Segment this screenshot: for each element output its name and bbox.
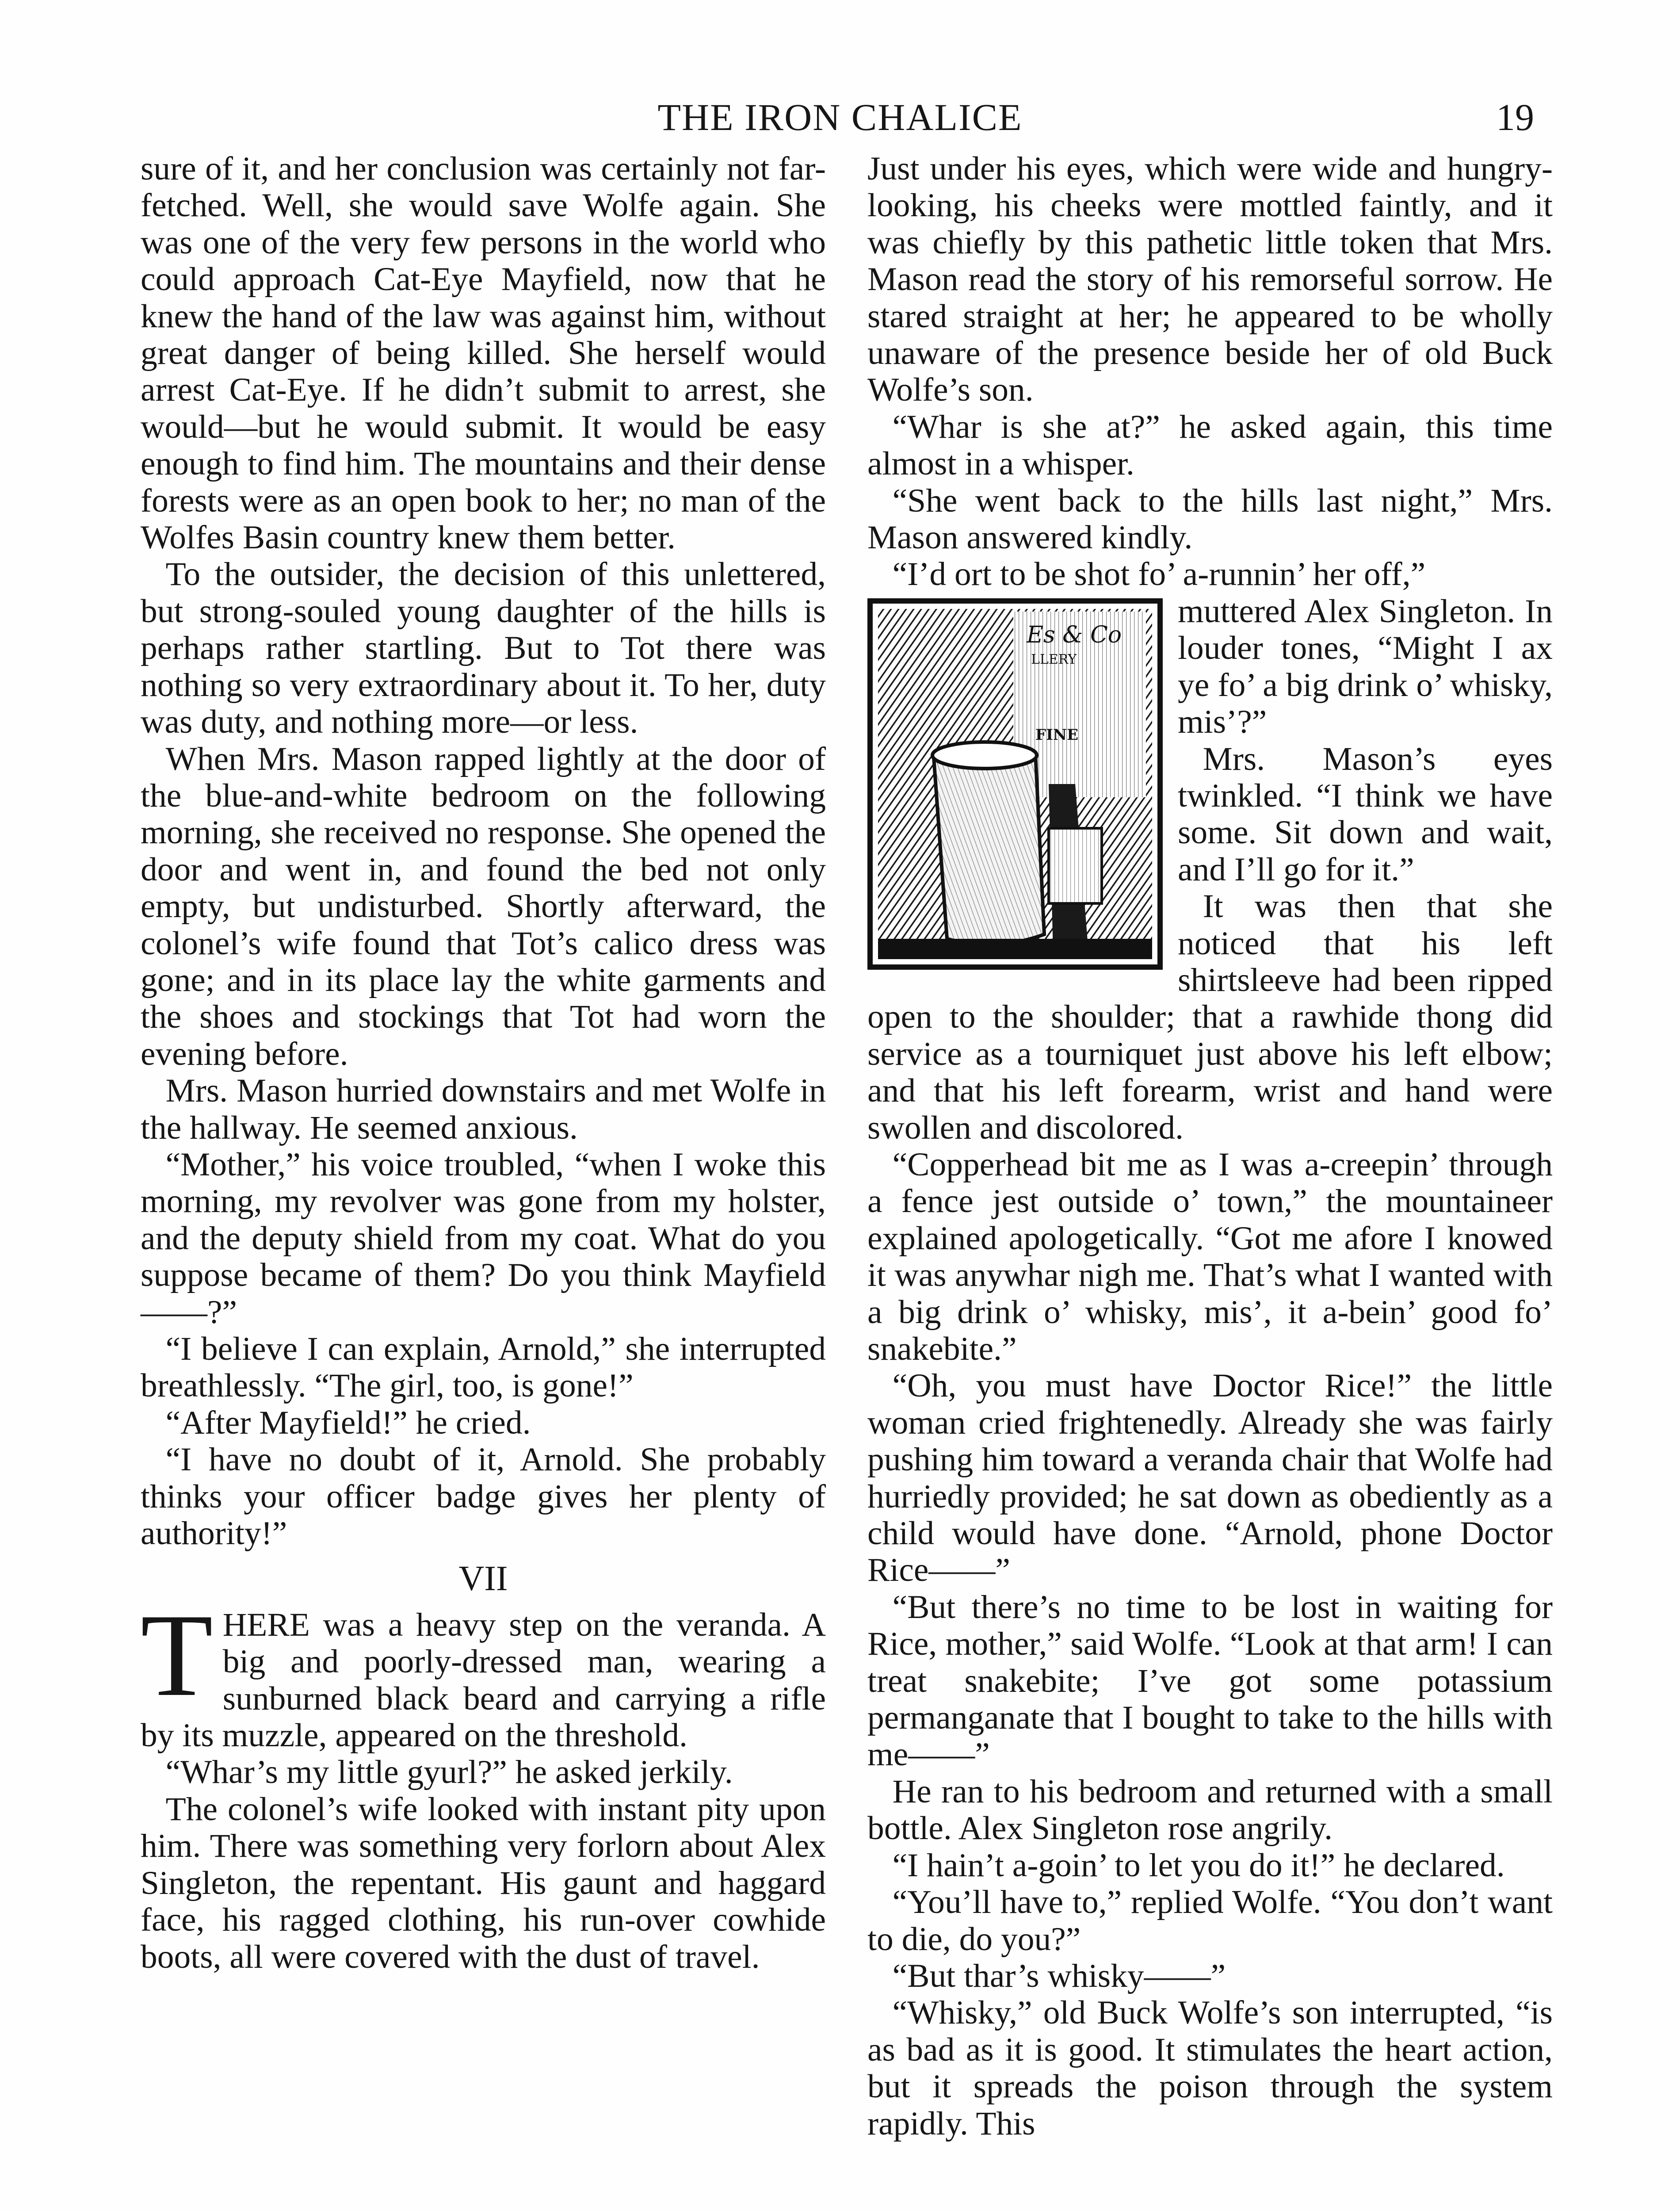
paragraph: “She went back to the hills last night,” Mrs. Mason answered kindly. bbox=[867, 482, 1553, 556]
paragraph: “Copperhead bit me as I was a-creepin’ through a fence jest outside o’ town,” the mountaineer explained apologetically. “Got me afore I knowed it was anywhar nigh me. That’s what I wanted with a big drink o’ whisky, mis’, it a-bein’ good fo’ snakebite.” bbox=[867, 1146, 1553, 1367]
paragraph: “Whar’s my little gyurl?” he asked jerkily. bbox=[165, 1754, 733, 1791]
paragraph: “But there’s no time to be lost in waiting for Rice, mother,” said Wolfe. “Look at that arm! I can treat snakebite; I’ve got some potassium permanganate that I bought to take to the hills with me——” bbox=[867, 1588, 1553, 1773]
running-head bbox=[0, 95, 1680, 144]
drop-cap: T bbox=[141, 1589, 213, 1721]
dropcap-paragraph-text: HERE was a heavy step on the veranda. A big and poorly-dressed man, wearing a sunburned black beard and carrying a rifle by its muzzle, appeared on the threshold. bbox=[141, 1606, 826, 1754]
paragraph: “I’d ort to be shot fo’ a-runnin’ her off,” bbox=[892, 556, 1426, 593]
paragraph: “After Mayfield!” he cried. bbox=[165, 1404, 531, 1441]
paragraph: “I hain’t a-goin’ to let you do it!” he declared. bbox=[892, 1847, 1505, 1884]
svg-text:LLERY: LLERY bbox=[1031, 651, 1077, 667]
paragraph: “I have no doubt of it, Arnold. She probably thinks your officer badge gives her plenty of authority!” bbox=[141, 1441, 826, 1552]
paragraph: When Mrs. Mason rapped lightly at the door of the blue-and-white bedroom on the following morning, she received no response. She opened the door and went in, and found the bed not only empty, but undisturbed. Shortly afterward, the colonel’s wife found that Tot’s calico dress was gone; and in its place lay the white garments and the shoes and stockings that Tot had worn the evening before. bbox=[141, 740, 826, 1072]
paragraph: “Whar is she at?” he asked again, this time almost in a whisper. bbox=[867, 408, 1553, 482]
paragraph: Mrs. Mason’s eyes twinkled. “I think we have some. Sit down and wait, and I’ll go for it.” bbox=[1178, 740, 1553, 888]
svg-text:FINE: FINE bbox=[1035, 726, 1079, 744]
chapter-heading: VII bbox=[458, 1559, 508, 1599]
paragraph: It was then that she noticed that his left shirtsleeve had been ripped open to the shoulder; that a rawhide thong did service as a tourniquet just above his left elbow; and that his left forearm, wrist and hand were swollen and discolored. bbox=[867, 888, 1553, 1146]
paragraph: “You’ll have to,” replied Wolfe. “You don’t want to die, do you?” bbox=[867, 1884, 1553, 1958]
paragraph: “I believe I can explain, Arnold,” she interrupted breathlessly. “The girl, too, is gone!” bbox=[141, 1331, 826, 1404]
paragraph: The colonel’s wife looked with instant pity upon him. There was something very forlorn about Alex Singleton, the repentant. His gaunt and haggard face, his ragged clothing, his run-over cowhide boots, all were covered with the dust of travel. bbox=[141, 1790, 826, 1975]
paragraph: “But thar’s whisky——” bbox=[892, 1957, 1226, 1994]
paragraph: He ran to his bedroom and returned with a small bottle. Alex Singleton rose angrily. bbox=[867, 1773, 1553, 1847]
page-title: THE IRON CHALICE bbox=[657, 96, 1023, 138]
paragraph: Mrs. Mason hurried downstairs and met Wolfe in the hallway. He seemed anxious. bbox=[141, 1072, 826, 1146]
paragraph: “Mother,” his voice troubled, “when I woke this morning, my revolver was gone from my holster, and the deputy shield from my coat. What do you suppose became of them? Do you think Mayfield——?” bbox=[141, 1146, 826, 1331]
paragraph: sure of it, and her conclusion was certainly not far-fetched. Well, she would save Wolfe again. She was one of the very few persons in the world who could approach Cat-Eye Mayfield, now that he knew the hand of the law was against him, without great danger of being killed. She herself would arrest Cat-Eye. If he didn’t submit to arrest, she would—but he would submit. It would be easy enough to find him. The mountains and their dense forests were as an open book to her; no man of the Wolfes Basin country knew them better. bbox=[141, 150, 826, 556]
dropcap-paragraph bbox=[141, 1589, 826, 1754]
paragraph: Just under his eyes, which were wide and hungry-looking, his cheeks were mottled faintly, and it was chiefly by this pathetic little token that Mrs. Mason read the story of his remorseful sorrow. He stared straight at her; he appeared to be wholly unaware of the presence beside her of old Buck Wolfe’s son. bbox=[867, 150, 1553, 409]
page-number: 19 bbox=[1496, 96, 1534, 138]
paragraph: muttered Alex Singleton. In louder tones, “Might I ax ye fo’ a big drink o’ whisky, mis’?” bbox=[1178, 593, 1553, 741]
svg-text:Es & Co: Es & Co bbox=[1027, 621, 1122, 648]
paragraph: To the outsider, the decision of this unlettered, but strong-souled young daughter of the hills is perhaps rather startling. But to Tot there was nothing so very extraordinary about it. To her, duty was duty, and nothing more—or less. bbox=[141, 556, 826, 741]
paragraph: “Oh, you must have Doctor Rice!” the little woman cried frightenedly. Already she was fairly pushing him toward a veranda chair that Wolfe had hurriedly provided; he sat down as obediently as a child would have done. “Arnold, phone Doctor Rice——” bbox=[867, 1367, 1553, 1589]
left-column bbox=[141, 150, 826, 1975]
illustration-bottle-icon bbox=[867, 598, 1163, 970]
right-column bbox=[867, 150, 1553, 2142]
paragraph: “Whisky,” old Buck Wolfe’s son interrupted, “is as bad as it is good. It stimulates the heart action, but it spreads the poison through the system rapidly. This bbox=[867, 1994, 1553, 2142]
